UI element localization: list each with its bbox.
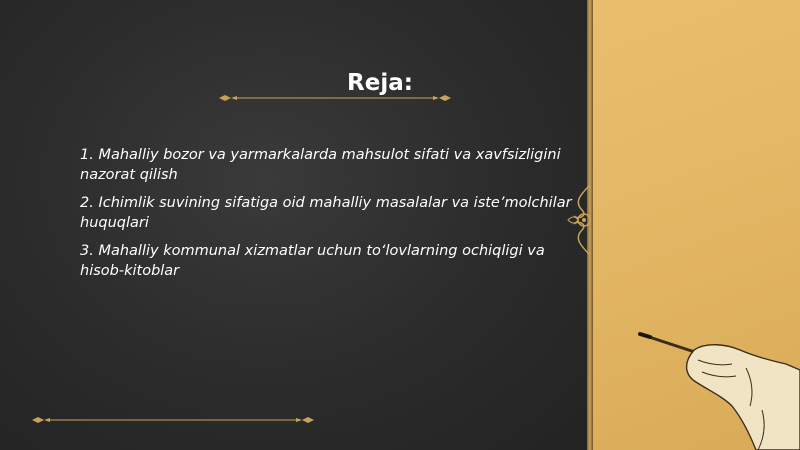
agenda-item-1: 1. Mahalliy bozor va yarmarkalarda mahsulot sifati va xavfsizligini nazorat qilish [80,147,561,183]
agenda-item-2: 2. Ichimlik suvining sifatiga oid mahalliy masalalar va iste’molchilar huquqlari [80,195,572,231]
scroll-ornament-icon [560,180,600,260]
slide-title: Reja: [347,70,413,96]
bottom-divider-ornament [28,414,318,426]
agenda-list [80,145,580,289]
title-divider-ornament [215,92,455,104]
hand-with-pen-icon [636,320,800,450]
agenda-item-3: 3. Mahalliy kommunal xizmatlar uchun to‘lovlarning ochiqligi va hisob-kitoblar [80,243,545,279]
